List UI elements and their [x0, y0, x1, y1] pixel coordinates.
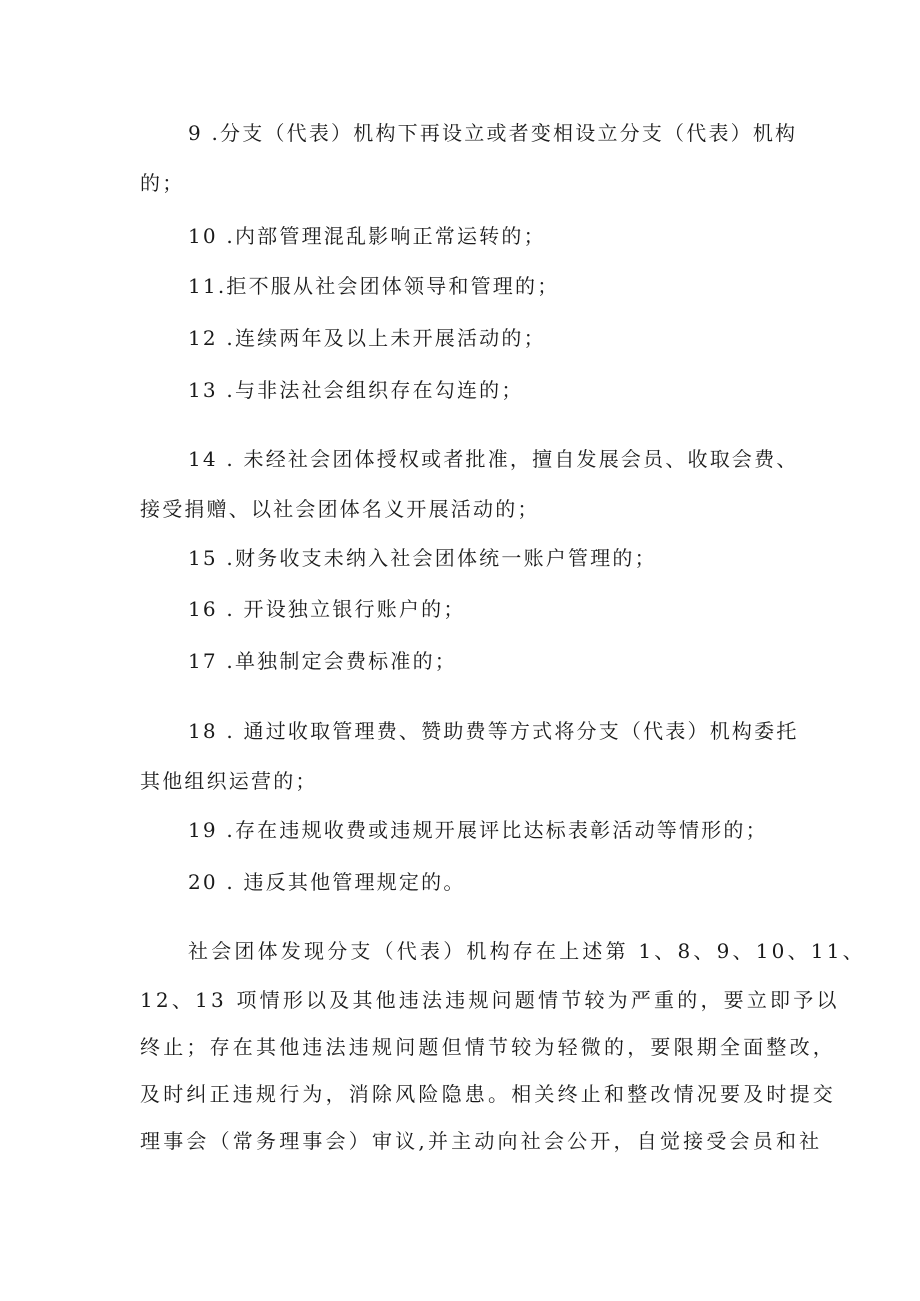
list-item-10: 10 .内部管理混乱影响正常运转的；	[188, 224, 546, 248]
list-item-18: 18 . 通过收取管理费、赞助费等方式将分支（代表）机构委托	[188, 719, 799, 743]
list-item-16: 16 . 开设独立银行账户的；	[188, 597, 466, 621]
list-item-17: 17 .单独制定会费标准的；	[188, 649, 457, 673]
paragraph-line-2: 12、13 项情形以及其他违法违规问题情节较为严重的，要立即予以	[140, 988, 840, 1012]
paragraph-line-3: 终止；存在其他违法违规问题但情节较为轻微的，要限期全面整改，	[140, 1035, 836, 1059]
list-item-19: 19 .存在违规收费或违规开展评比达标表彰活动等情形的；	[188, 818, 768, 842]
list-item-18-continuation: 其他组织运营的；	[140, 769, 318, 793]
list-item-11: 11.拒不服从社会团体领导和管理的；	[188, 274, 560, 298]
list-item-15: 15 .财务收支未纳入社会团体统一账户管理的；	[188, 546, 657, 570]
list-item-20: 20 . 违反其他管理规定的。	[188, 870, 466, 894]
list-item-14-continuation: 接受捐赠、以社会团体名义开展活动的；	[140, 497, 540, 521]
list-item-9: 9 .分支（代表）机构下再设立或者变相设立分支（代表）机构	[188, 121, 798, 145]
paragraph-line-5: 理事会（常务理事会）审议,并主动向社会公开，自觉接受会员和社	[140, 1129, 823, 1153]
list-item-12: 12 .连续两年及以上未开展活动的；	[188, 326, 546, 350]
list-item-14: 14 . 未经社会团体授权或者批准，擅自发展会员、收取会费、	[188, 447, 799, 471]
paragraph-line-1: 社会团体发现分支（代表）机构存在上述第 1、8、9、10、11、	[188, 939, 866, 963]
list-item-13: 13 .与非法社会组织存在勾连的；	[188, 378, 524, 402]
paragraph-line-4: 及时纠正违规行为，消除风险隐患。相关终止和整改情况要及时提交	[140, 1082, 836, 1106]
list-item-9-continuation: 的；	[140, 171, 185, 195]
